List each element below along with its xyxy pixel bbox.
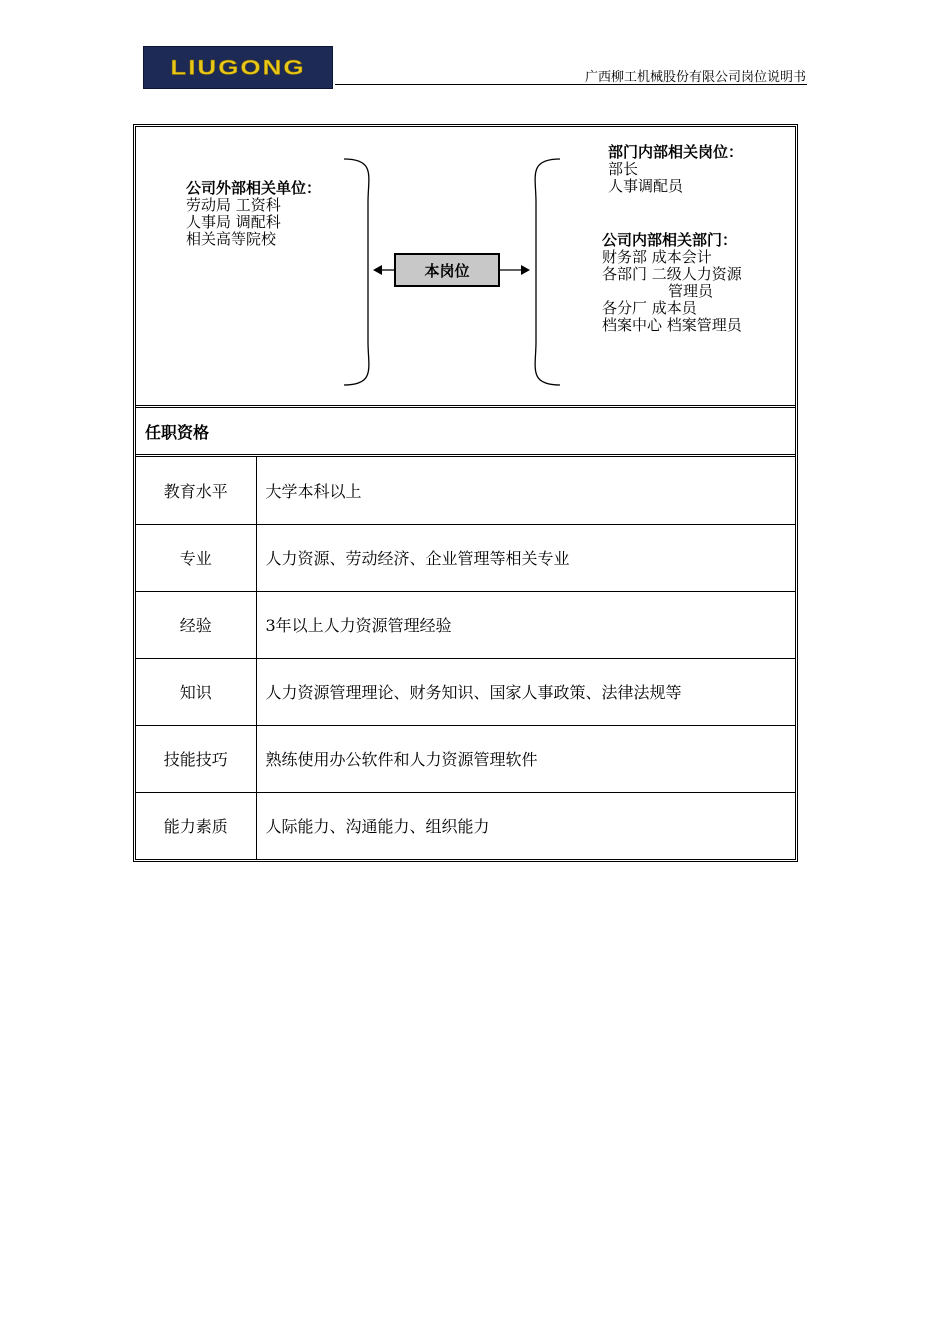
right-arrowhead: [521, 265, 530, 275]
left-brace: [344, 159, 369, 385]
row-label: 教育水平: [136, 457, 256, 524]
table-row: [136, 524, 795, 591]
external-units-heading: 公司外部相关单位：: [186, 179, 322, 197]
table-row: [136, 658, 795, 725]
row-label: 技能技巧: [136, 725, 256, 792]
external-unit-item: 相关高等院校: [186, 230, 277, 248]
company-internal-item: 各部门 二级人力资源: [602, 265, 742, 283]
dept-internal-item: 人事调配员: [608, 177, 684, 195]
dept-internal-item: 部长: [608, 160, 639, 178]
table-row: [136, 591, 795, 658]
logo-text: LIUGONG: [170, 54, 306, 80]
row-value: 人力资源、劳动经济、企业管理等相关专业: [256, 524, 795, 591]
row-value: 人力资源管理理论、财务知识、国家人事政策、法律法规等: [256, 658, 795, 725]
table-row: [136, 725, 795, 792]
right-brace: [535, 159, 560, 385]
qualifications-table: [136, 457, 795, 859]
document-title: 广西柳工机械股份有限公司岗位说明书: [584, 70, 806, 85]
table-row: [136, 457, 795, 524]
dept-internal-positions: [608, 144, 743, 195]
external-unit-item: 人事局 调配科: [186, 213, 281, 231]
company-internal-depts: [602, 232, 742, 334]
company-logo: [143, 46, 333, 89]
job-description-sheet: [133, 124, 798, 862]
dept-internal-heading: 部门内部相关岗位：: [608, 143, 744, 161]
header-divider: [335, 84, 807, 85]
relationship-diagram: [136, 127, 795, 408]
qualifications-heading: 任职资格: [136, 408, 795, 457]
external-unit-item: 劳动局 工资科: [186, 196, 281, 214]
company-internal-item: 档案中心 档案管理员: [602, 316, 742, 334]
row-value: 3年以上人力资源管理经验: [256, 591, 795, 658]
company-internal-item: 管理员: [668, 282, 714, 300]
company-internal-item: 各分厂 成本员: [602, 299, 697, 317]
row-value: 人际能力、沟通能力、组织能力: [256, 792, 795, 859]
company-internal-heading: 公司内部相关部门：: [602, 231, 738, 249]
row-value: 熟练使用办公软件和人力资源管理软件: [256, 725, 795, 792]
company-internal-item: 财务部 成本会计: [602, 248, 712, 266]
row-label: 知识: [136, 658, 256, 725]
row-label: 经验: [136, 591, 256, 658]
this-position-box: 本岗位: [394, 253, 500, 287]
row-label: 专业: [136, 524, 256, 591]
row-value: 大学本科以上: [265, 481, 362, 501]
left-arrowhead: [373, 265, 382, 275]
external-units: [186, 180, 321, 248]
table-row: [136, 792, 795, 859]
row-label: 能力素质: [136, 792, 256, 859]
